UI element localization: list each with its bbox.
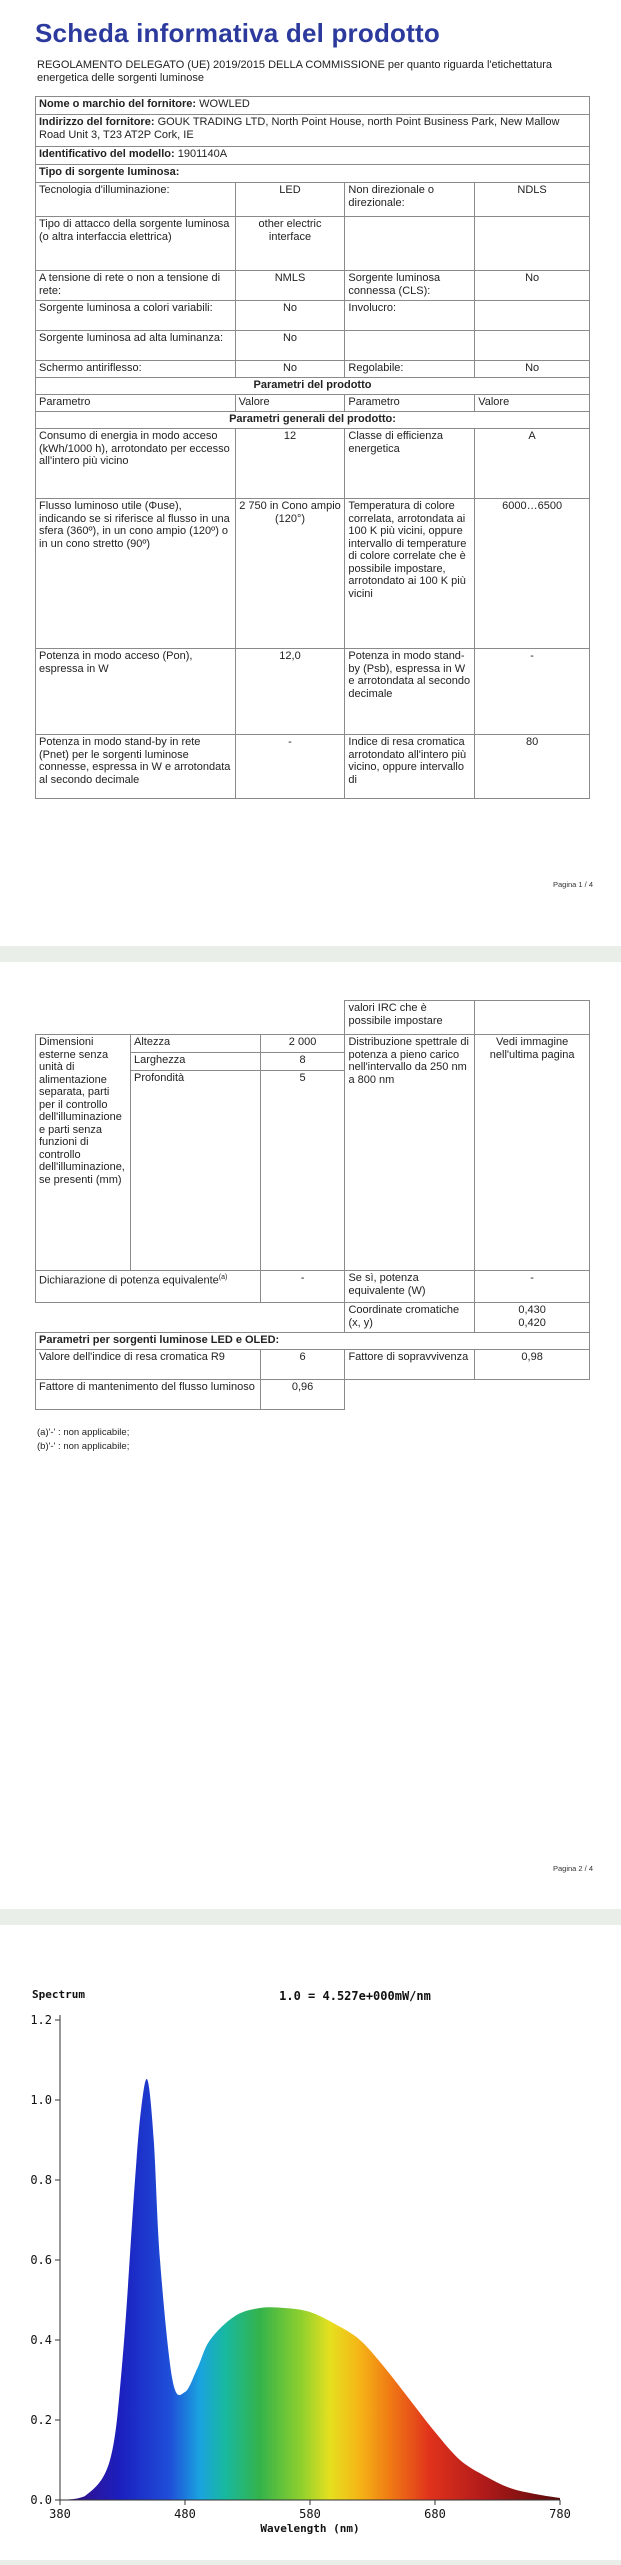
cell-value: [475, 331, 590, 361]
x-axis-label: Wavelength (nm): [260, 2522, 360, 2535]
spectrum-svg: [15, 1960, 605, 2560]
y-tick-label: 0.8: [30, 2173, 52, 2187]
page-number: Pagina 2 / 4: [552, 1864, 593, 1873]
regulation-text: REGOLAMENTO DELEGATO (UE) 2019/2015 DELLA COMMISSIONE per quanto riguarda l'etichettatura energetica delle sorgenti luminose: [37, 59, 553, 84]
page-1: [0, 0, 621, 946]
x-tick-label: 680: [424, 2507, 446, 2521]
cell-label: Potenza in modo stand-by in rete (Pnet) per le sorgenti luminose connesse, espressa in W e arrotondata al secondo decimale: [36, 735, 236, 799]
equiv-value: -: [260, 1271, 345, 1303]
cell-value: -: [475, 649, 590, 735]
cell-label: Non direzionale o direzionale:: [345, 183, 475, 217]
y-tick-label: 0.6: [30, 2253, 52, 2267]
chroma-label: Coordinate cromatiche (x, y): [345, 1303, 475, 1333]
spd-label: Distribuzione spettrale di potenza a pieno carico nell'intervallo da 250 nm a 800 nm: [345, 1035, 475, 1271]
cell-label: [345, 217, 475, 271]
equiv-w-label: Se sì, potenza equivalente (W): [345, 1271, 475, 1303]
footnotes: [37, 1426, 129, 1454]
note-b: (b)'-' : non applicabile;: [37, 1441, 130, 1452]
dim-value: 2 000: [260, 1035, 345, 1053]
note-a: (a)'-' : non applicabile;: [37, 1427, 130, 1438]
page-3: [0, 1925, 621, 2560]
cell-value: 6000…6500: [475, 499, 590, 649]
general-params-heading: Parametri generali del prodotto:: [36, 412, 590, 429]
dim-label: Altezza: [130, 1035, 260, 1053]
cell-label: Consumo di energia in modo acceso (kWh/1000 h), arrotondato per eccesso all'intero più vicino: [36, 429, 236, 499]
x-tick-label: 480: [174, 2507, 196, 2521]
cell-value: [475, 217, 590, 271]
x-tick-label: 580: [299, 2507, 321, 2521]
cell-value: LED: [235, 183, 345, 217]
cell-value: 12: [235, 429, 345, 499]
cell-value: NDLS: [475, 183, 590, 217]
product-params-table-cont: [35, 1000, 590, 1410]
dim-value: 8: [260, 1053, 345, 1071]
chart-title: Spectrum: [32, 1988, 85, 2001]
chroma-value: 0,430 0,420: [475, 1303, 590, 1333]
cell-label: Sorgente luminosa a colori variabili:: [36, 301, 236, 331]
y-tick-label: 0.4: [30, 2333, 52, 2347]
cell-label: Sorgente luminosa connessa (CLS):: [345, 271, 475, 301]
model-row: Identificativo del modello: 1901140A: [36, 147, 590, 165]
cell-value: No: [475, 271, 590, 301]
cell-label: Potenza in modo acceso (Pon), espressa in W: [36, 649, 236, 735]
y-tick-label: 0.2: [30, 2413, 52, 2427]
cell-label: Temperatura di colore correlata, arrotondata ai 100 K più vicini, oppure intervallo di temperature di colore correlate che è possibile impostare, arrotondato ai 100 K più vicini: [345, 499, 475, 649]
cell-value: 12,0: [235, 649, 345, 735]
supplier-address-row: Indirizzo del fornitore: GOUK TRADING LTD, North Point House, north Point Business Park, New Mallow Road Unit 3, T23 AT2P Cork, IE: [36, 115, 590, 147]
cell-label: Involucro:: [345, 301, 475, 331]
lumen-maint-value: 0,96: [260, 1380, 345, 1410]
cell-label: A tensione di rete o non a tensione di rete:: [36, 271, 236, 301]
survival-value: 0,98: [475, 1350, 590, 1380]
dim-value: 5: [260, 1071, 345, 1271]
r9-label: Valore dell'indice di resa cromatica R9: [36, 1350, 261, 1380]
y-tick-label: 0.0: [30, 2493, 52, 2507]
led-params-heading: Parametri per sorgenti luminose LED e OLED:: [36, 1333, 590, 1350]
cri-continued: valori IRC che è possibile impostare: [345, 1001, 475, 1035]
y-tick-label: 1.2: [30, 2013, 52, 2027]
source-type-heading: Tipo di sorgente luminosa:: [36, 165, 590, 183]
page-title: Scheda informativa del prodotto: [35, 18, 440, 48]
cell-value: 80: [475, 735, 590, 799]
col-header-value: Valore: [475, 395, 590, 412]
col-header-param: Parametro: [345, 395, 475, 412]
cell-label: Tecnologia d'illuminazione:: [36, 183, 236, 217]
cell-label: Schermo antiriflesso:: [36, 361, 236, 378]
col-header-param: Parametro: [36, 395, 236, 412]
cell-value: A: [475, 429, 590, 499]
r9-value: 6: [260, 1350, 345, 1380]
survival-label: Fattore di sopravvivenza: [345, 1350, 475, 1380]
dim-label: Larghezza: [130, 1053, 260, 1071]
cell-value: 2 750 in Cono ampio (120°): [235, 499, 345, 649]
spd-value: Vedi immagine nell'ultima pagina: [475, 1035, 590, 1271]
cell-label: Regolabile:: [345, 361, 475, 378]
cell-value: other electric interface: [235, 217, 345, 271]
product-info-table: [35, 96, 590, 799]
cell-label: Sorgente luminosa ad alta luminanza:: [36, 331, 236, 361]
equiv-w-value: -: [475, 1271, 590, 1303]
product-params-heading: Parametri del prodotto: [36, 378, 590, 395]
dimensions-label: Dimensioni esterne senza unità di alimentazione separata, parti per il controllo dell'illuminazione e parti senza funzioni di controllo dell'illuminazione, se presenti (mm): [36, 1035, 131, 1271]
cell-value: -: [235, 735, 345, 799]
cell-label: Potenza in modo stand-by (Psb), espressa in W e arrotondata al secondo decimale: [345, 649, 475, 735]
cell-value: No: [235, 301, 345, 331]
cell-label: Indice di resa cromatica arrotondato all'intero più vicino, oppure intervallo di: [345, 735, 475, 799]
spectrum-chart: [15, 1960, 605, 2560]
scale-note: 1.0 = 4.527e+000mW/nm: [279, 1989, 431, 2003]
x-tick-label: 780: [549, 2507, 571, 2521]
cell-value: NMLS: [235, 271, 345, 301]
page-number: Pagina 1 / 4: [552, 880, 593, 889]
cell-label: Tipo di attacco della sorgente luminosa (o altra interfaccia elettrica): [36, 217, 236, 271]
cell-value: No: [475, 361, 590, 378]
cell-value: No: [235, 361, 345, 378]
dim-label: Profondità: [130, 1071, 260, 1271]
page-2: [0, 962, 621, 1909]
supplier-name-row: Nome o marchio del fornitore: WOWLED: [36, 97, 590, 115]
cell-label: [345, 331, 475, 361]
equiv-label: Dichiarazione di potenza equivalente$^{(a)}$: [36, 1271, 261, 1303]
cell-label: Classe di efficienza energetica: [345, 429, 475, 499]
col-header-value: Valore: [235, 395, 345, 412]
cell-value: No: [235, 331, 345, 361]
lumen-maint-label: Fattore di mantenimento del flusso luminoso: [36, 1380, 261, 1410]
plot-area: [30, 1988, 571, 2535]
cell-label: Flusso luminoso utile (Φuse), indicando se si riferisce al flusso in una sfera (360º), in un cono ampio (120º) o in un cono stretto (90º): [36, 499, 236, 649]
y-tick-label: 1.0: [30, 2093, 52, 2107]
spectrum-area: [60, 2079, 560, 2500]
cell-value: [475, 301, 590, 331]
x-tick-label: 380: [49, 2507, 71, 2521]
